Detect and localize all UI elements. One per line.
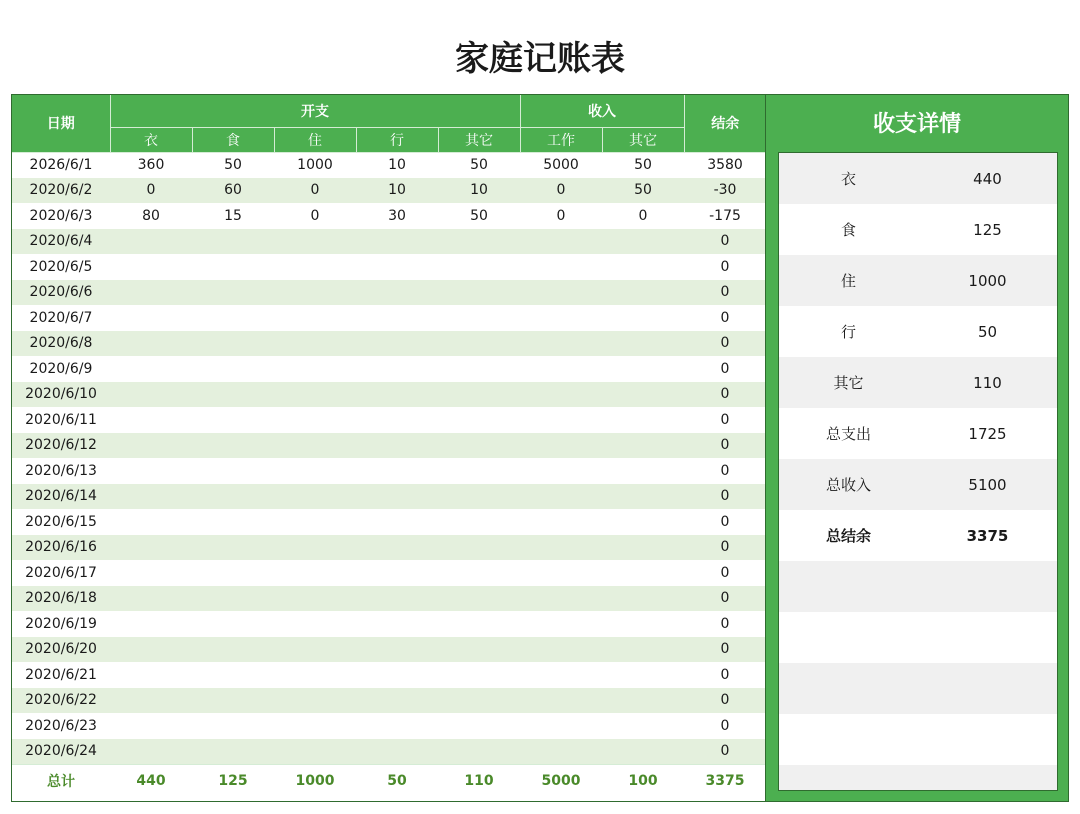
summary-row (779, 408, 1057, 459)
amount-cell[interactable] (602, 305, 684, 331)
amount-cell[interactable] (356, 407, 438, 433)
amount-cell[interactable] (192, 305, 274, 331)
summary-panel (765, 94, 1069, 802)
summary-row (779, 255, 1057, 306)
table-row (12, 356, 766, 382)
amount-cell[interactable] (438, 331, 520, 357)
amount-cell[interactable] (602, 662, 684, 688)
amount-cell[interactable] (520, 433, 602, 459)
amount-cell[interactable] (110, 662, 192, 688)
amount-cell[interactable] (192, 688, 274, 714)
amount-cell[interactable] (192, 713, 274, 739)
amount-cell[interactable] (438, 637, 520, 663)
amount-cell[interactable] (274, 458, 356, 484)
amount-cell[interactable] (274, 331, 356, 357)
header-expense-group: 开支 (110, 95, 520, 127)
summary-label: 总支出 (825, 425, 871, 443)
amount-cell[interactable] (274, 356, 356, 382)
total-cell: 5000 (520, 764, 602, 797)
amount-cell[interactable]: 80 (110, 203, 192, 229)
amount-cell[interactable] (438, 739, 520, 765)
amount-cell[interactable] (356, 484, 438, 510)
date-cell[interactable]: 2020/6/4 (12, 229, 110, 255)
amount-cell[interactable] (356, 433, 438, 459)
header-income-col: 其它 (602, 127, 684, 152)
date-cell[interactable]: 2020/6/17 (12, 560, 110, 586)
amount-cell[interactable] (110, 254, 192, 280)
amount-cell[interactable] (274, 713, 356, 739)
table-row (12, 509, 766, 535)
amount-cell[interactable] (520, 356, 602, 382)
amount-cell[interactable] (438, 229, 520, 255)
amount-cell[interactable] (192, 509, 274, 535)
summary-value: 1000 (968, 271, 1007, 290)
amount-cell[interactable] (274, 509, 356, 535)
amount-cell[interactable] (602, 254, 684, 280)
balance-cell[interactable]: 0 (684, 356, 766, 382)
date-cell[interactable]: 2020/6/14 (12, 484, 110, 510)
amount-cell[interactable] (520, 586, 602, 612)
balance-cell[interactable]: 0 (684, 382, 766, 408)
amount-cell[interactable] (110, 356, 192, 382)
amount-cell[interactable] (274, 305, 356, 331)
balance-cell[interactable]: 0 (684, 713, 766, 739)
amount-cell[interactable] (438, 254, 520, 280)
amount-cell[interactable]: 50 (438, 152, 520, 178)
amount-cell[interactable]: 0 (520, 178, 602, 204)
amount-cell[interactable] (356, 305, 438, 331)
summary-row (779, 357, 1057, 408)
date-cell[interactable]: 2020/6/9 (12, 356, 110, 382)
amount-cell[interactable] (274, 407, 356, 433)
amount-cell[interactable] (110, 586, 192, 612)
amount-cell[interactable] (110, 535, 192, 561)
date-cell[interactable]: 2020/6/5 (12, 254, 110, 280)
amount-cell[interactable]: 10 (356, 178, 438, 204)
amount-cell[interactable] (520, 560, 602, 586)
date-cell[interactable]: 2020/6/13 (12, 458, 110, 484)
amount-cell[interactable] (438, 382, 520, 408)
amount-cell[interactable]: 5000 (520, 152, 602, 178)
amount-cell[interactable] (274, 535, 356, 561)
date-cell[interactable]: 2020/6/16 (12, 535, 110, 561)
amount-cell[interactable] (356, 331, 438, 357)
balance-cell[interactable]: 0 (684, 458, 766, 484)
balance-cell[interactable]: 0 (684, 280, 766, 306)
table-row (12, 713, 766, 739)
table-row (12, 178, 766, 204)
date-cell[interactable]: 2020/6/12 (12, 433, 110, 459)
amount-cell[interactable] (520, 713, 602, 739)
date-cell[interactable]: 2020/6/2 (12, 178, 110, 204)
balance-cell[interactable]: 0 (684, 560, 766, 586)
table-row (12, 637, 766, 663)
date-cell[interactable]: 2020/6/15 (12, 509, 110, 535)
amount-cell[interactable] (356, 560, 438, 586)
summary-label: 其它 (833, 374, 864, 392)
total-cell: 125 (192, 764, 274, 797)
amount-cell[interactable] (438, 688, 520, 714)
summary-empty-row (779, 663, 1057, 714)
total-cell: 3375 (684, 764, 766, 797)
amount-cell[interactable] (356, 637, 438, 663)
date-cell[interactable]: 2026/6/1 (12, 152, 110, 178)
summary-empty-row (779, 714, 1057, 765)
amount-cell[interactable] (192, 637, 274, 663)
total-cell: 1000 (274, 764, 356, 797)
amount-cell[interactable] (110, 739, 192, 765)
amount-cell[interactable] (110, 280, 192, 306)
amount-cell[interactable] (110, 688, 192, 714)
summary-value: 110 (973, 373, 1002, 392)
summary-row (779, 459, 1057, 510)
summary-label: 行 (840, 323, 856, 341)
amount-cell[interactable] (192, 254, 274, 280)
amount-cell[interactable] (110, 229, 192, 255)
summary-label: 住 (840, 272, 856, 290)
table-row (12, 484, 766, 510)
amount-cell[interactable] (356, 229, 438, 255)
amount-cell[interactable] (110, 560, 192, 586)
amount-cell[interactable] (356, 535, 438, 561)
page-title: 家庭记账表 (455, 39, 625, 79)
amount-cell[interactable] (520, 305, 602, 331)
amount-cell[interactable] (356, 509, 438, 535)
summary-title: 收支详情 (872, 112, 961, 137)
amount-cell[interactable] (110, 713, 192, 739)
summary-value: 5100 (968, 475, 1007, 494)
date-cell[interactable]: 2020/6/20 (12, 637, 110, 663)
amount-cell[interactable] (274, 688, 356, 714)
amount-cell[interactable] (438, 535, 520, 561)
amount-cell[interactable] (520, 688, 602, 714)
summary-value: 440 (973, 169, 1002, 188)
amount-cell[interactable]: 0 (274, 178, 356, 204)
summary-label: 食 (840, 221, 856, 239)
amount-cell[interactable] (602, 458, 684, 484)
amount-cell[interactable] (110, 611, 192, 637)
amount-cell[interactable] (192, 739, 274, 765)
balance-cell[interactable]: 0 (684, 254, 766, 280)
summary-list (778, 152, 1058, 791)
amount-cell[interactable] (192, 611, 274, 637)
table-row (12, 331, 766, 357)
table-row (12, 739, 766, 765)
balance-cell[interactable]: 0 (684, 611, 766, 637)
amount-cell[interactable] (520, 458, 602, 484)
date-cell[interactable]: 2020/6/6 (12, 280, 110, 306)
amount-cell[interactable] (356, 254, 438, 280)
amount-cell[interactable] (438, 356, 520, 382)
amount-cell[interactable] (192, 356, 274, 382)
date-cell[interactable]: 2020/6/10 (12, 382, 110, 408)
amount-cell[interactable]: 0 (602, 203, 684, 229)
amount-cell[interactable] (274, 611, 356, 637)
total-row (12, 764, 766, 797)
date-cell[interactable]: 2020/6/24 (12, 739, 110, 765)
amount-cell[interactable]: 1000 (274, 152, 356, 178)
balance-cell[interactable]: 0 (684, 586, 766, 612)
amount-cell[interactable]: 50 (602, 178, 684, 204)
header-income-col: 工作 (520, 127, 602, 152)
header-balance: 结余 (684, 95, 766, 152)
table-row (12, 280, 766, 306)
amount-cell[interactable] (356, 356, 438, 382)
amount-cell[interactable] (520, 382, 602, 408)
amount-cell[interactable] (438, 305, 520, 331)
amount-cell[interactable] (110, 458, 192, 484)
amount-cell[interactable] (274, 560, 356, 586)
amount-cell[interactable]: 50 (438, 203, 520, 229)
balance-cell[interactable]: 0 (684, 509, 766, 535)
amount-cell[interactable] (520, 637, 602, 663)
amount-cell[interactable] (602, 586, 684, 612)
summary-empty-row (779, 561, 1057, 612)
amount-cell[interactable] (520, 254, 602, 280)
summary-value: 3375 (966, 526, 1009, 545)
amount-cell[interactable] (110, 484, 192, 510)
amount-cell[interactable] (520, 229, 602, 255)
amount-cell[interactable] (110, 433, 192, 459)
header-expense-col: 衣 (110, 127, 192, 152)
amount-cell[interactable] (438, 280, 520, 306)
amount-cell[interactable] (602, 229, 684, 255)
amount-cell[interactable] (110, 305, 192, 331)
date-cell[interactable]: 2020/6/21 (12, 662, 110, 688)
summary-empty-row (779, 765, 1057, 791)
summary-row (779, 510, 1057, 561)
amount-cell[interactable] (274, 739, 356, 765)
table-row (12, 535, 766, 561)
amount-cell[interactable] (274, 382, 356, 408)
amount-cell[interactable] (520, 662, 602, 688)
amount-cell[interactable] (520, 535, 602, 561)
table-row (12, 560, 766, 586)
header-income-group: 收入 (520, 95, 684, 127)
date-cell[interactable]: 2020/6/23 (12, 713, 110, 739)
header-expense-col: 其它 (438, 127, 520, 152)
amount-cell[interactable] (438, 586, 520, 612)
table-row (12, 382, 766, 408)
amount-cell[interactable] (192, 458, 274, 484)
total-label: 总计 (12, 764, 110, 797)
summary-empty-row (779, 612, 1057, 663)
balance-cell[interactable]: 0 (684, 305, 766, 331)
header-date: 日期 (12, 95, 110, 152)
table-row (12, 407, 766, 433)
table-row (12, 688, 766, 714)
date-cell[interactable]: 2020/6/8 (12, 331, 110, 357)
amount-cell[interactable]: 10 (438, 178, 520, 204)
amount-cell[interactable] (356, 662, 438, 688)
amount-cell[interactable] (602, 611, 684, 637)
amount-cell[interactable] (274, 662, 356, 688)
amount-cell[interactable] (520, 509, 602, 535)
amount-cell[interactable] (192, 586, 274, 612)
amount-cell[interactable] (602, 739, 684, 765)
amount-cell[interactable] (274, 637, 356, 663)
amount-cell[interactable] (356, 688, 438, 714)
date-cell[interactable]: 2020/6/3 (12, 203, 110, 229)
table-row (12, 254, 766, 280)
header-expense-col: 食 (192, 127, 274, 152)
amount-cell[interactable] (438, 484, 520, 510)
table-row (12, 229, 766, 255)
amount-cell[interactable] (356, 611, 438, 637)
balance-cell[interactable]: 0 (684, 331, 766, 357)
amount-cell[interactable] (602, 407, 684, 433)
amount-cell[interactable] (192, 484, 274, 510)
amount-cell[interactable] (602, 484, 684, 510)
amount-cell[interactable] (192, 662, 274, 688)
amount-cell[interactable] (192, 382, 274, 408)
amount-cell[interactable] (110, 509, 192, 535)
balance-cell[interactable]: 0 (684, 407, 766, 433)
table-row (12, 611, 766, 637)
total-cell: 440 (110, 764, 192, 797)
amount-cell[interactable] (356, 458, 438, 484)
balance-cell[interactable]: 0 (684, 637, 766, 663)
amount-cell[interactable] (602, 688, 684, 714)
table-row (12, 586, 766, 612)
amount-cell[interactable] (110, 407, 192, 433)
amount-cell[interactable] (192, 560, 274, 586)
amount-cell[interactable]: 0 (274, 203, 356, 229)
summary-row (779, 306, 1057, 357)
amount-cell[interactable] (192, 535, 274, 561)
date-cell[interactable]: 2020/6/18 (12, 586, 110, 612)
amount-cell[interactable] (356, 586, 438, 612)
balance-cell[interactable]: 0 (684, 662, 766, 688)
amount-cell[interactable] (438, 433, 520, 459)
amount-cell[interactable]: 15 (192, 203, 274, 229)
table-row (12, 152, 766, 178)
amount-cell[interactable]: 60 (192, 178, 274, 204)
amount-cell[interactable] (602, 280, 684, 306)
amount-cell[interactable] (438, 458, 520, 484)
amount-cell[interactable] (602, 331, 684, 357)
summary-label: 总结余 (825, 527, 871, 545)
amount-cell[interactable] (520, 407, 602, 433)
amount-cell[interactable] (602, 713, 684, 739)
balance-cell[interactable]: 0 (684, 688, 766, 714)
amount-cell[interactable] (602, 509, 684, 535)
amount-cell[interactable] (602, 382, 684, 408)
balance-cell[interactable]: 0 (684, 739, 766, 765)
balance-cell[interactable]: 3580 (684, 152, 766, 178)
amount-cell[interactable] (192, 280, 274, 306)
amount-cell[interactable] (602, 637, 684, 663)
header-expense-col: 住 (274, 127, 356, 152)
amount-cell[interactable] (192, 331, 274, 357)
table-row (12, 662, 766, 688)
amount-cell[interactable] (274, 484, 356, 510)
amount-cell[interactable] (356, 382, 438, 408)
amount-cell[interactable] (110, 382, 192, 408)
summary-value: 50 (977, 322, 998, 341)
amount-cell[interactable] (110, 637, 192, 663)
amount-cell[interactable] (602, 535, 684, 561)
total-cell: 110 (438, 764, 520, 797)
balance-cell[interactable]: -175 (684, 203, 766, 229)
date-cell[interactable]: 2020/6/7 (12, 305, 110, 331)
amount-cell[interactable] (438, 611, 520, 637)
amount-cell[interactable] (438, 509, 520, 535)
summary-label: 总收入 (825, 476, 871, 494)
amount-cell[interactable] (110, 331, 192, 357)
amount-cell[interactable] (520, 739, 602, 765)
amount-cell[interactable] (356, 280, 438, 306)
summary-row (779, 204, 1057, 255)
amount-cell[interactable]: 0 (110, 178, 192, 204)
amount-cell[interactable] (274, 586, 356, 612)
table-row (12, 433, 766, 459)
amount-cell[interactable]: 360 (110, 152, 192, 178)
amount-cell[interactable] (520, 484, 602, 510)
amount-cell[interactable] (438, 560, 520, 586)
amount-cell[interactable] (602, 560, 684, 586)
date-cell[interactable]: 2020/6/19 (12, 611, 110, 637)
amount-cell[interactable]: 30 (356, 203, 438, 229)
amount-cell[interactable] (356, 713, 438, 739)
amount-cell[interactable] (192, 407, 274, 433)
amount-cell[interactable] (192, 433, 274, 459)
amount-cell[interactable] (192, 229, 274, 255)
amount-cell[interactable] (520, 611, 602, 637)
table-row (12, 458, 766, 484)
amount-cell[interactable] (602, 433, 684, 459)
amount-cell[interactable] (438, 407, 520, 433)
amount-cell[interactable] (274, 254, 356, 280)
balance-cell[interactable]: -30 (684, 178, 766, 204)
total-cell: 50 (356, 764, 438, 797)
amount-cell[interactable] (356, 739, 438, 765)
amount-cell[interactable]: 50 (192, 152, 274, 178)
date-cell[interactable]: 2020/6/11 (12, 407, 110, 433)
amount-cell[interactable] (274, 433, 356, 459)
summary-label: 衣 (840, 170, 856, 188)
summary-value: 125 (973, 220, 1002, 239)
balance-cell[interactable]: 0 (684, 229, 766, 255)
balance-cell[interactable]: 0 (684, 433, 766, 459)
header-expense-col: 行 (356, 127, 438, 152)
amount-cell[interactable]: 50 (602, 152, 684, 178)
amount-cell[interactable]: 0 (520, 203, 602, 229)
table-row (12, 203, 766, 229)
balance-cell[interactable]: 0 (684, 484, 766, 510)
amount-cell[interactable] (520, 280, 602, 306)
amount-cell[interactable] (274, 229, 356, 255)
ledger-table (11, 94, 766, 802)
date-cell[interactable]: 2020/6/22 (12, 688, 110, 714)
table-row (12, 305, 766, 331)
amount-cell[interactable] (438, 713, 520, 739)
balance-cell[interactable]: 0 (684, 535, 766, 561)
amount-cell[interactable] (520, 331, 602, 357)
ledger-body (12, 152, 766, 797)
summary-row (779, 153, 1057, 204)
summary-value: 1725 (968, 424, 1007, 443)
total-cell: 100 (602, 764, 684, 797)
amount-cell[interactable] (438, 662, 520, 688)
amount-cell[interactable]: 10 (356, 152, 438, 178)
amount-cell[interactable] (602, 356, 684, 382)
amount-cell[interactable] (274, 280, 356, 306)
